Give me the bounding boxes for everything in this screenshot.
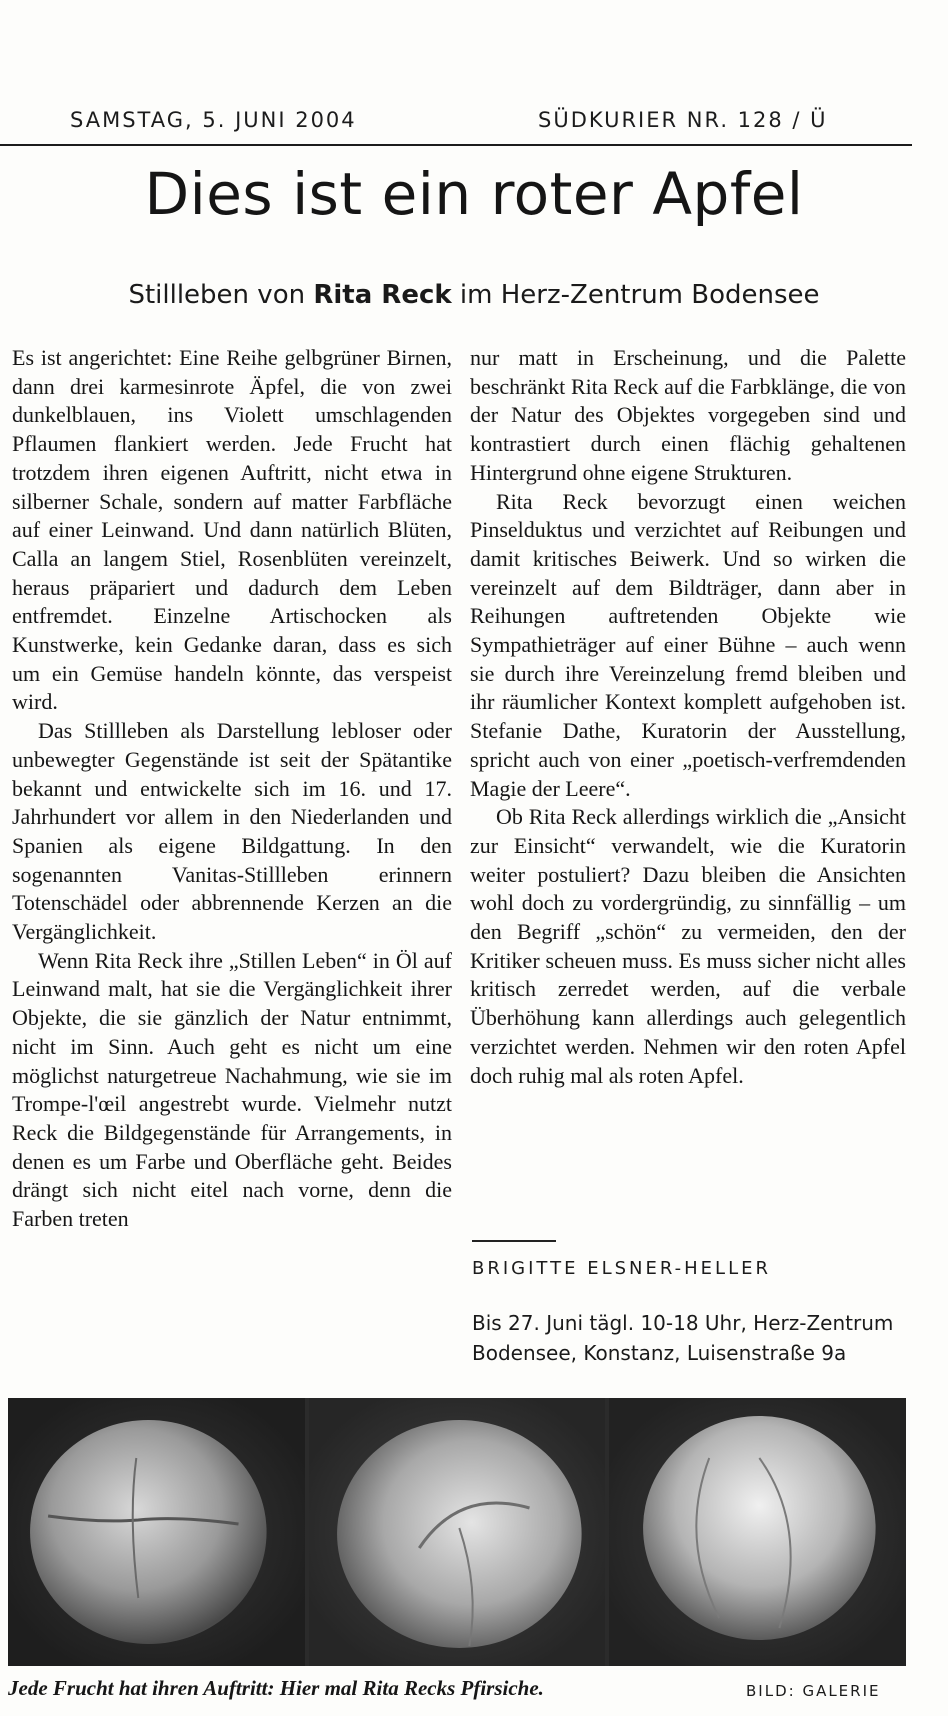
subhead-post: im Herz-Zentrum Bodensee: [451, 280, 820, 310]
newspaper-issue: SÜDKURIER NR. 128 / Ü: [538, 108, 828, 132]
artist-name: Rita Reck: [313, 280, 452, 310]
photo-credit: BILD: GALERIE: [746, 1682, 881, 1700]
issue-date: SAMSTAG, 5. JUNI 2004: [70, 108, 357, 132]
byline: BRIGITTE ELSNER-HELLER: [472, 1258, 771, 1279]
paragraph: Ob Rita Reck allerdings wirklich die „Ansicht zur Einsicht“ verwandelt, wie die Kuratorin weiter postuliert? Dazu bleiben die Ansichten wohl doch zu vordergründig, zu sinnfällig – um den Begriff „schön“ zu vermeiden, den der Kritiker scheuen muss. Es muss sicher nicht alles kritisch zerredet werden, auf die verbale Überhöhung kann allerdings auch gelegentlich verzichtet werden. Nehmen wir den roten Apfel doch ruhig mal als roten Apfel.: [470, 804, 906, 1088]
paragraph: Das Stillleben als Darstellung lebloser oder unbewegter Gegenstände ist seit der Spätantike bekannt und entwickelte sich im 16. und 17. Jahrhundert vor allem in den Niederlanden und Spanien als eigene Bildgattung. In den sogenannten Vanitas-Stillleben erinnern Totenschädel oder abbrennende Kerzen an die Vergänglichkeit.: [12, 718, 452, 945]
paragraph: nur matt in Erscheinung, und die Palette beschränkt Rita Reck auf die Farbklänge, die von der Natur des Objektes vorgegeben sind und kontrastiert durch einen flächig gehaltenen Hintergrund ohne eigene Strukturen.: [470, 345, 906, 485]
masthead-rule: [0, 144, 912, 146]
subheadline: [0, 280, 948, 310]
byline-rule: [472, 1240, 556, 1242]
photo-caption: Jede Frucht hat ihren Auftritt: Hier mal Rita Recks Pfirsiche.: [8, 1676, 544, 1700]
peach-painting-1: [8, 1398, 305, 1666]
exhibition-info-line: Bodensee, Konstanz, Luisenstraße 9a: [472, 1341, 847, 1365]
article-column-right: [470, 344, 906, 1090]
peach-painting-2: [309, 1398, 606, 1666]
headline: Dies ist ein roter Apfel: [144, 160, 804, 228]
exhibition-info: [472, 1308, 912, 1368]
article-column-left: [12, 344, 452, 1234]
paragraph: Rita Reck bevorzugt einen weichen Pinselduktus und verzichtet auf Reibungen und damit kritisches Beiwerk. Und so wirken die vereinzelt auf dem Bildträger, dann aber in Reihungen auftretenden Objekte wie Sympathieträger auf einer Bühne – auch wenn sie durch ihre Vereinzelung fremd bleiben und ihr räumlicher Kontext komplett aufgehoben ist. Stefanie Dathe, Kuratorin der Ausstellung, spricht auch von einer „poetisch-verfremdenden Magie der Leere“.: [470, 488, 906, 801]
peach-paintings-photo: [8, 1398, 906, 1666]
paragraph: Es ist angerichtet: Eine Reihe gelbgrüner Birnen, dann drei karmesinrote Äpfel, die von zwei dunkelblauen, ins Violett umschlagenden Pflaumen flankiert werden. Jede Frucht hat trotzdem ihren eigenen Auftritt, nicht etwa in silberner Schale, sondern auf matter Farbfläche auf einer Leinwand. Und dann natürlich Blüten, Calla an langem Stiel, Rosenblüten vereinzelt, heraus präpariert und dadurch dem Leben entfremdet. Einzelne Artischocken als Kunstwerke, kein Gedanke daran, dass es sich um ein Gemüse handeln könnte, das verspeist wird.: [12, 345, 452, 715]
peach-painting-3: [609, 1398, 906, 1666]
subhead-pre: Stillleben von: [128, 280, 314, 310]
exhibition-info-line: Bis 27. Juni tägl. 10-18 Uhr, Herz-Zentrum: [472, 1311, 894, 1335]
paragraph: Wenn Rita Reck ihre „Stillen Leben“ in Öl auf Leinwand malt, hat sie die Vergänglichkeit ihrer Objekte, die sie gänzlich der Natur entnimmt, nicht im Sinn. Auch geht es nicht um eine möglichst naturgetreue Nachahmung, wie sie im Trompe-l'œil angestrebt wurde. Vielmehr nutzt Reck die Bildgegenstände für Arrangements, in denen es um Farbe und Oberfläche geht. Beides drängt sich nicht eitel nach vorne, denn die Farben treten: [12, 947, 452, 1232]
